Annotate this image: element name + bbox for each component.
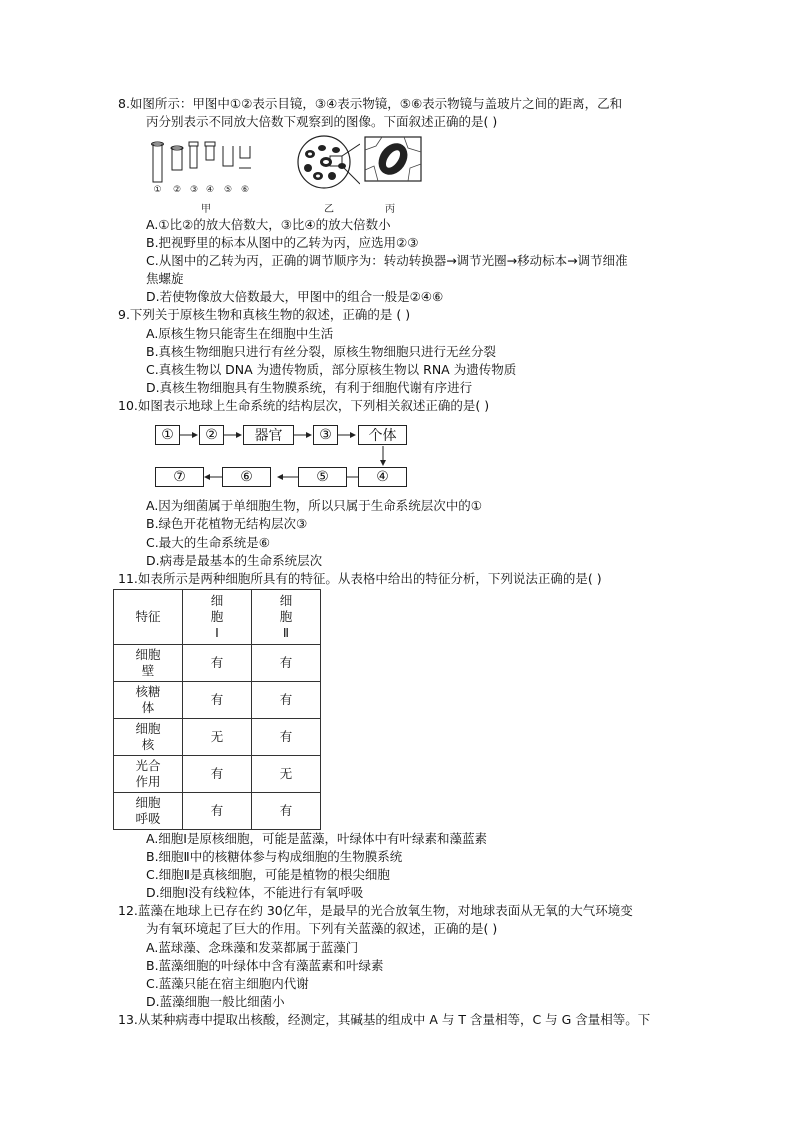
table-header-cell bbox=[252, 590, 321, 645]
q8-stem-line2: 丙分别表示不同放大倍数下观察到的图像。下面叙述正确的是( ) bbox=[146, 114, 498, 129]
q9-option-d: D.真核生物细胞具有生物膜系统，有利于细胞代谢有序进行 bbox=[146, 380, 473, 395]
row-value: 无 bbox=[210, 729, 224, 744]
table-row bbox=[114, 719, 321, 756]
flow-level-5: ⑤ bbox=[298, 467, 347, 487]
flow-level-7: ⑦ bbox=[155, 467, 204, 487]
q8-option-c-line2: 焦螺旋 bbox=[146, 271, 184, 286]
flow-level-6: ⑥ bbox=[222, 467, 271, 487]
table-header-cell bbox=[183, 590, 252, 645]
q9-option-b: B.真核生物细胞只进行有丝分裂，原核生物细胞只进行无丝分裂 bbox=[146, 344, 497, 359]
q11-option-a: A.细胞Ⅰ是原核细胞，可能是蓝藻，叶绿体中有叶绿素和藻蓝素 bbox=[146, 831, 487, 846]
table-cell bbox=[114, 682, 183, 719]
table-row bbox=[114, 682, 321, 719]
row-value: 有 bbox=[210, 692, 224, 707]
flow-level-1: ① bbox=[155, 425, 180, 445]
table-cell bbox=[252, 645, 321, 682]
table-cell bbox=[114, 756, 183, 793]
row-feature: 核糖 体 bbox=[135, 684, 161, 715]
q10-option-b: B.绿色开花植物无结构层次③ bbox=[146, 516, 308, 531]
table-row bbox=[114, 756, 321, 793]
table-row bbox=[114, 793, 321, 830]
lens-label-2: ② bbox=[172, 185, 182, 195]
low-magnification-image bbox=[296, 134, 360, 194]
q9-option-a: A.原核生物只能寄生在细胞中生活 bbox=[146, 326, 334, 341]
q10-option-a: A.因为细菌属于单细胞生物，所以只属于生命系统层次中的① bbox=[146, 498, 483, 513]
header-cell-2: 细 胞 Ⅱ bbox=[279, 593, 293, 640]
flow-level-individual: 个体 bbox=[358, 425, 407, 445]
q11-option-d: D.细胞Ⅰ没有线粒体，不能进行有氧呼吸 bbox=[146, 885, 364, 900]
table-cell bbox=[183, 719, 252, 756]
lens-label-5: ⑤ bbox=[223, 185, 233, 195]
q8-option-b: B.把视野里的标本从图中的乙转为丙，应选用②③ bbox=[146, 235, 419, 250]
lens-label-4: ④ bbox=[205, 185, 215, 195]
lens-label-3: ③ bbox=[189, 185, 199, 195]
q8-option-d: D.若使物像放大倍数最大，甲图中的组合一般是②④⑥ bbox=[146, 289, 444, 304]
q8-option-c-line1: C.从图中的乙转为丙，正确的调节顺序为：转动转换器→调节光圈→移动标本→调节细准 bbox=[146, 253, 628, 268]
row-feature: 细胞 呼吸 bbox=[135, 795, 161, 826]
row-value: 无 bbox=[279, 766, 293, 781]
row-value: 有 bbox=[279, 729, 293, 744]
q9-option-c: C.真核生物以 DNA 为遗传物质，部分原核生物以 RNA 为遗传物质 bbox=[146, 362, 517, 377]
q11-option-b: B.细胞Ⅱ中的核糖体参与构成细胞的生物膜系统 bbox=[146, 849, 403, 864]
high-magnification-image bbox=[364, 136, 422, 182]
header-cell-1: 细 胞 Ⅰ bbox=[210, 593, 224, 640]
q10-option-c: C.最大的生命系统是⑥ bbox=[146, 535, 270, 550]
table-cell bbox=[183, 756, 252, 793]
microscope-lens-figure bbox=[148, 136, 268, 196]
q12-stem-line1: 12.蓝藻在地球上已存在约 30亿年，是最早的光合放氧生物，对地球表面从无氧的大气环境变 bbox=[118, 903, 633, 918]
q9-stem: 9.下列关于原核生物和真核生物的叙述，正确的是 ( ) bbox=[118, 307, 411, 322]
table-cell bbox=[252, 719, 321, 756]
lens-label-6: ⑥ bbox=[240, 185, 250, 195]
row-value: 有 bbox=[210, 766, 224, 781]
lens-label-1: ① bbox=[153, 185, 162, 195]
row-feature: 细胞 壁 bbox=[135, 647, 161, 678]
q12-option-c: C.蓝藻只能在宿主细胞内代谢 bbox=[146, 976, 309, 991]
row-value: 有 bbox=[279, 692, 293, 707]
q11-stem: 11.如表所示是两种细胞所具有的特征。从表格中给出的特征分析，下列说法正确的是( ) bbox=[118, 571, 602, 586]
header-feature: 特征 bbox=[135, 609, 161, 624]
flow-level-2: ② bbox=[199, 425, 224, 445]
table-row bbox=[114, 645, 321, 682]
row-value: 有 bbox=[210, 655, 224, 670]
caption-yi: 乙 bbox=[324, 204, 334, 215]
flow-level-3: ③ bbox=[313, 425, 338, 445]
row-feature: 细胞 核 bbox=[135, 721, 161, 752]
row-value: 有 bbox=[279, 803, 293, 818]
flow-level-4: ④ bbox=[358, 467, 407, 487]
q12-option-b: B.蓝藻细胞的叶绿体中含有藻蓝素和叶绿素 bbox=[146, 958, 384, 973]
q12-option-a: A.蓝球藻、念珠藻和发菜都属于蓝藻门 bbox=[146, 940, 359, 955]
q12-stem-line2: 为有氧环境起了巨大的作用。下列有关蓝藻的叙述，正确的是( ) bbox=[146, 921, 498, 936]
q10-stem: 10.如图表示地球上生命系统的结构层次，下列相关叙述正确的是( ) bbox=[118, 398, 490, 413]
q8-option-a: A.①比②的放大倍数大，③比④的放大倍数小 bbox=[146, 217, 391, 232]
table-header-row bbox=[114, 590, 321, 645]
table-cell bbox=[252, 793, 321, 830]
table-cell bbox=[114, 719, 183, 756]
table-cell bbox=[252, 682, 321, 719]
table-cell bbox=[183, 682, 252, 719]
row-feature: 光合 作用 bbox=[135, 758, 161, 789]
feature-table bbox=[113, 589, 321, 830]
q13-stem-line1: 13.从某种病毒中提取出核酸，经测定，其碱基的组成中 A 与 T 含量相等，C 与 G 含量相等。下 bbox=[118, 1012, 651, 1027]
caption-jia: 甲 bbox=[201, 204, 211, 215]
flow-level-organ: 器官 bbox=[243, 425, 294, 445]
table-cell bbox=[252, 756, 321, 793]
table-header-cell bbox=[114, 590, 183, 645]
q10-option-d: D.病毒是最基本的生命系统层次 bbox=[146, 553, 323, 568]
row-value: 有 bbox=[279, 655, 293, 670]
table-cell bbox=[183, 645, 252, 682]
table-cell bbox=[114, 645, 183, 682]
table-cell bbox=[114, 793, 183, 830]
q11-option-c: C.细胞Ⅱ是真核细胞，可能是植物的根尖细胞 bbox=[146, 867, 390, 882]
q12-option-d: D.蓝藻细胞一般比细菌小 bbox=[146, 994, 285, 1009]
row-value: 有 bbox=[210, 803, 224, 818]
caption-bing: 丙 bbox=[385, 204, 395, 215]
q8-stem-line1: 8.如图所示：甲图中①②表示目镜，③④表示物镜，⑤⑥表示物镜与盖玻片之间的距离，乙和 bbox=[118, 96, 623, 111]
table-cell bbox=[183, 793, 252, 830]
